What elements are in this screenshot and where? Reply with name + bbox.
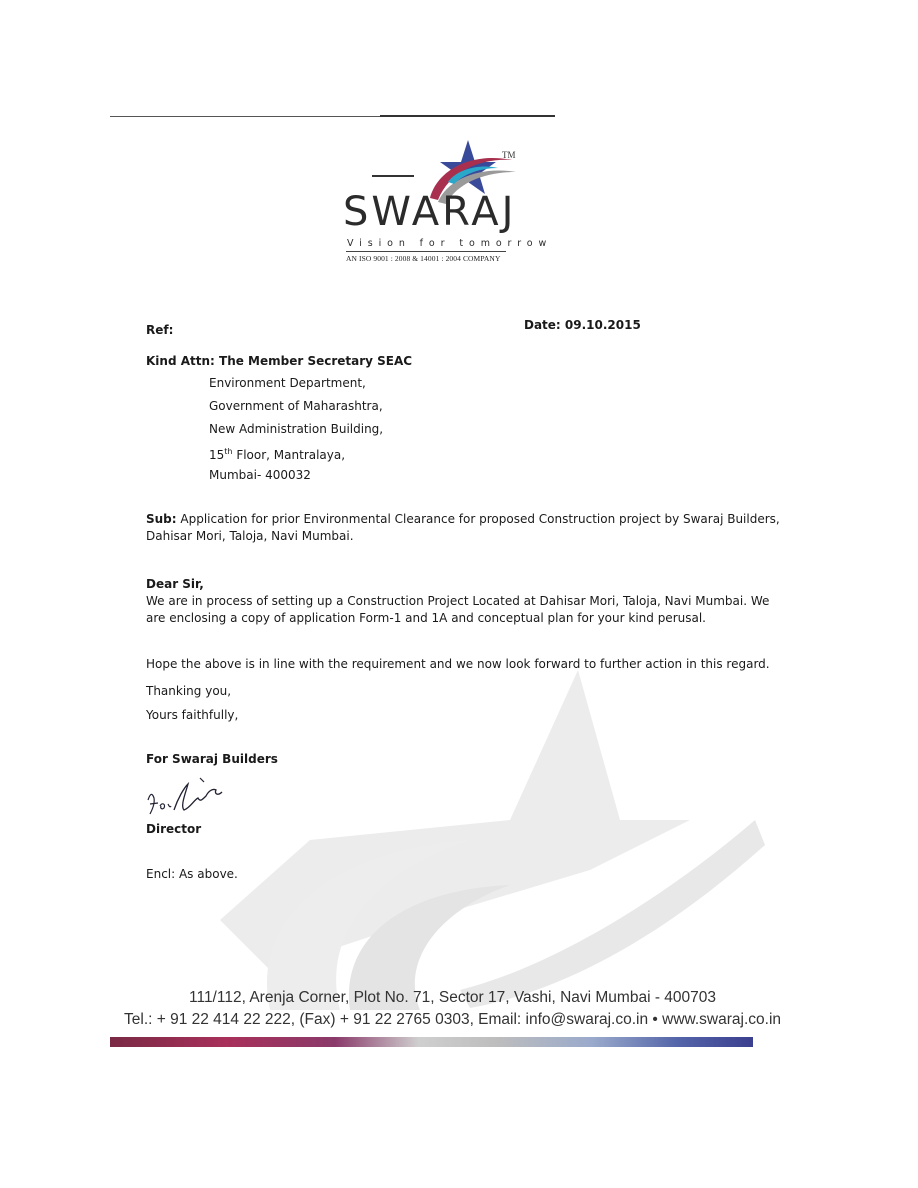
company-signoff: For Swaraj Builders — [146, 752, 278, 766]
logo-dash — [372, 175, 414, 177]
address-line: New Administration Building, — [209, 422, 384, 436]
address-line: Government of Maharashtra, — [209, 399, 383, 413]
footer-color-bar — [110, 1037, 753, 1047]
brand-tagline: Vision for tomorrow — [347, 238, 553, 249]
subject-line-2: Dahisar Mori, Taloja, Navi Mumbai. — [146, 529, 354, 543]
closing-line: Yours faithfully, — [146, 708, 239, 722]
handwritten-signature — [144, 770, 228, 820]
floor-rest: Floor, Mantralaya, — [232, 448, 346, 462]
trademark-mark: TM — [502, 150, 516, 160]
salutation: Dear Sir, — [146, 577, 204, 591]
iso-certification: AN ISO 9001 : 2008 & 14001 : 2004 COMPANY — [346, 254, 501, 263]
enclosure-note: Encl: As above. — [146, 867, 238, 881]
subject-label: Sub: — [146, 512, 177, 526]
subject-text: Application for prior Environmental Clearance for proposed Construction project by Swaraj Builders, — [176, 512, 780, 526]
letter-date: Date: 09.10.2015 — [524, 318, 641, 332]
footer-address: 111/112, Arenja Corner, Plot No. 71, Sector 17, Vashi, Navi Mumbai - 400703 — [189, 989, 717, 1006]
footer-contact: Tel.: + 91 22 414 22 222, (Fax) + 91 22 2765 0303, Email: info@swaraj.co.in • www.swaraj.co.in — [124, 1011, 782, 1028]
address-floor-line — [209, 444, 345, 463]
paragraph-1-line-1: We are in process of setting up a Construction Project Located at Dahisar Mori, Taloja, Navi Mumbai. We — [146, 594, 770, 608]
subject-line-1 — [146, 511, 780, 527]
thanks-line: Thanking you, — [146, 684, 232, 698]
signatory-designation: Director — [146, 822, 202, 836]
ref-label: Ref: — [146, 323, 174, 337]
address-line: Environment Department, — [209, 376, 366, 390]
attention-line: Kind Attn: The Member Secretary SEAC — [146, 354, 413, 368]
watermark-star-icon — [210, 670, 765, 1010]
address-city: Mumbai- 400032 — [209, 468, 311, 482]
floor-number: 15 — [209, 448, 225, 462]
paragraph-2: Hope the above is in line with the requirement and we now look forward to further action in this regard. — [146, 657, 770, 671]
top-rule-accent — [380, 115, 555, 117]
brand-name: SWARAJ — [343, 189, 517, 235]
floor-suffix: th — [224, 447, 233, 456]
iso-rule — [346, 251, 506, 252]
paragraph-1-line-2: are enclosing a copy of application Form-1 and 1A and conceptual plan for your kind perusal. — [146, 611, 706, 625]
